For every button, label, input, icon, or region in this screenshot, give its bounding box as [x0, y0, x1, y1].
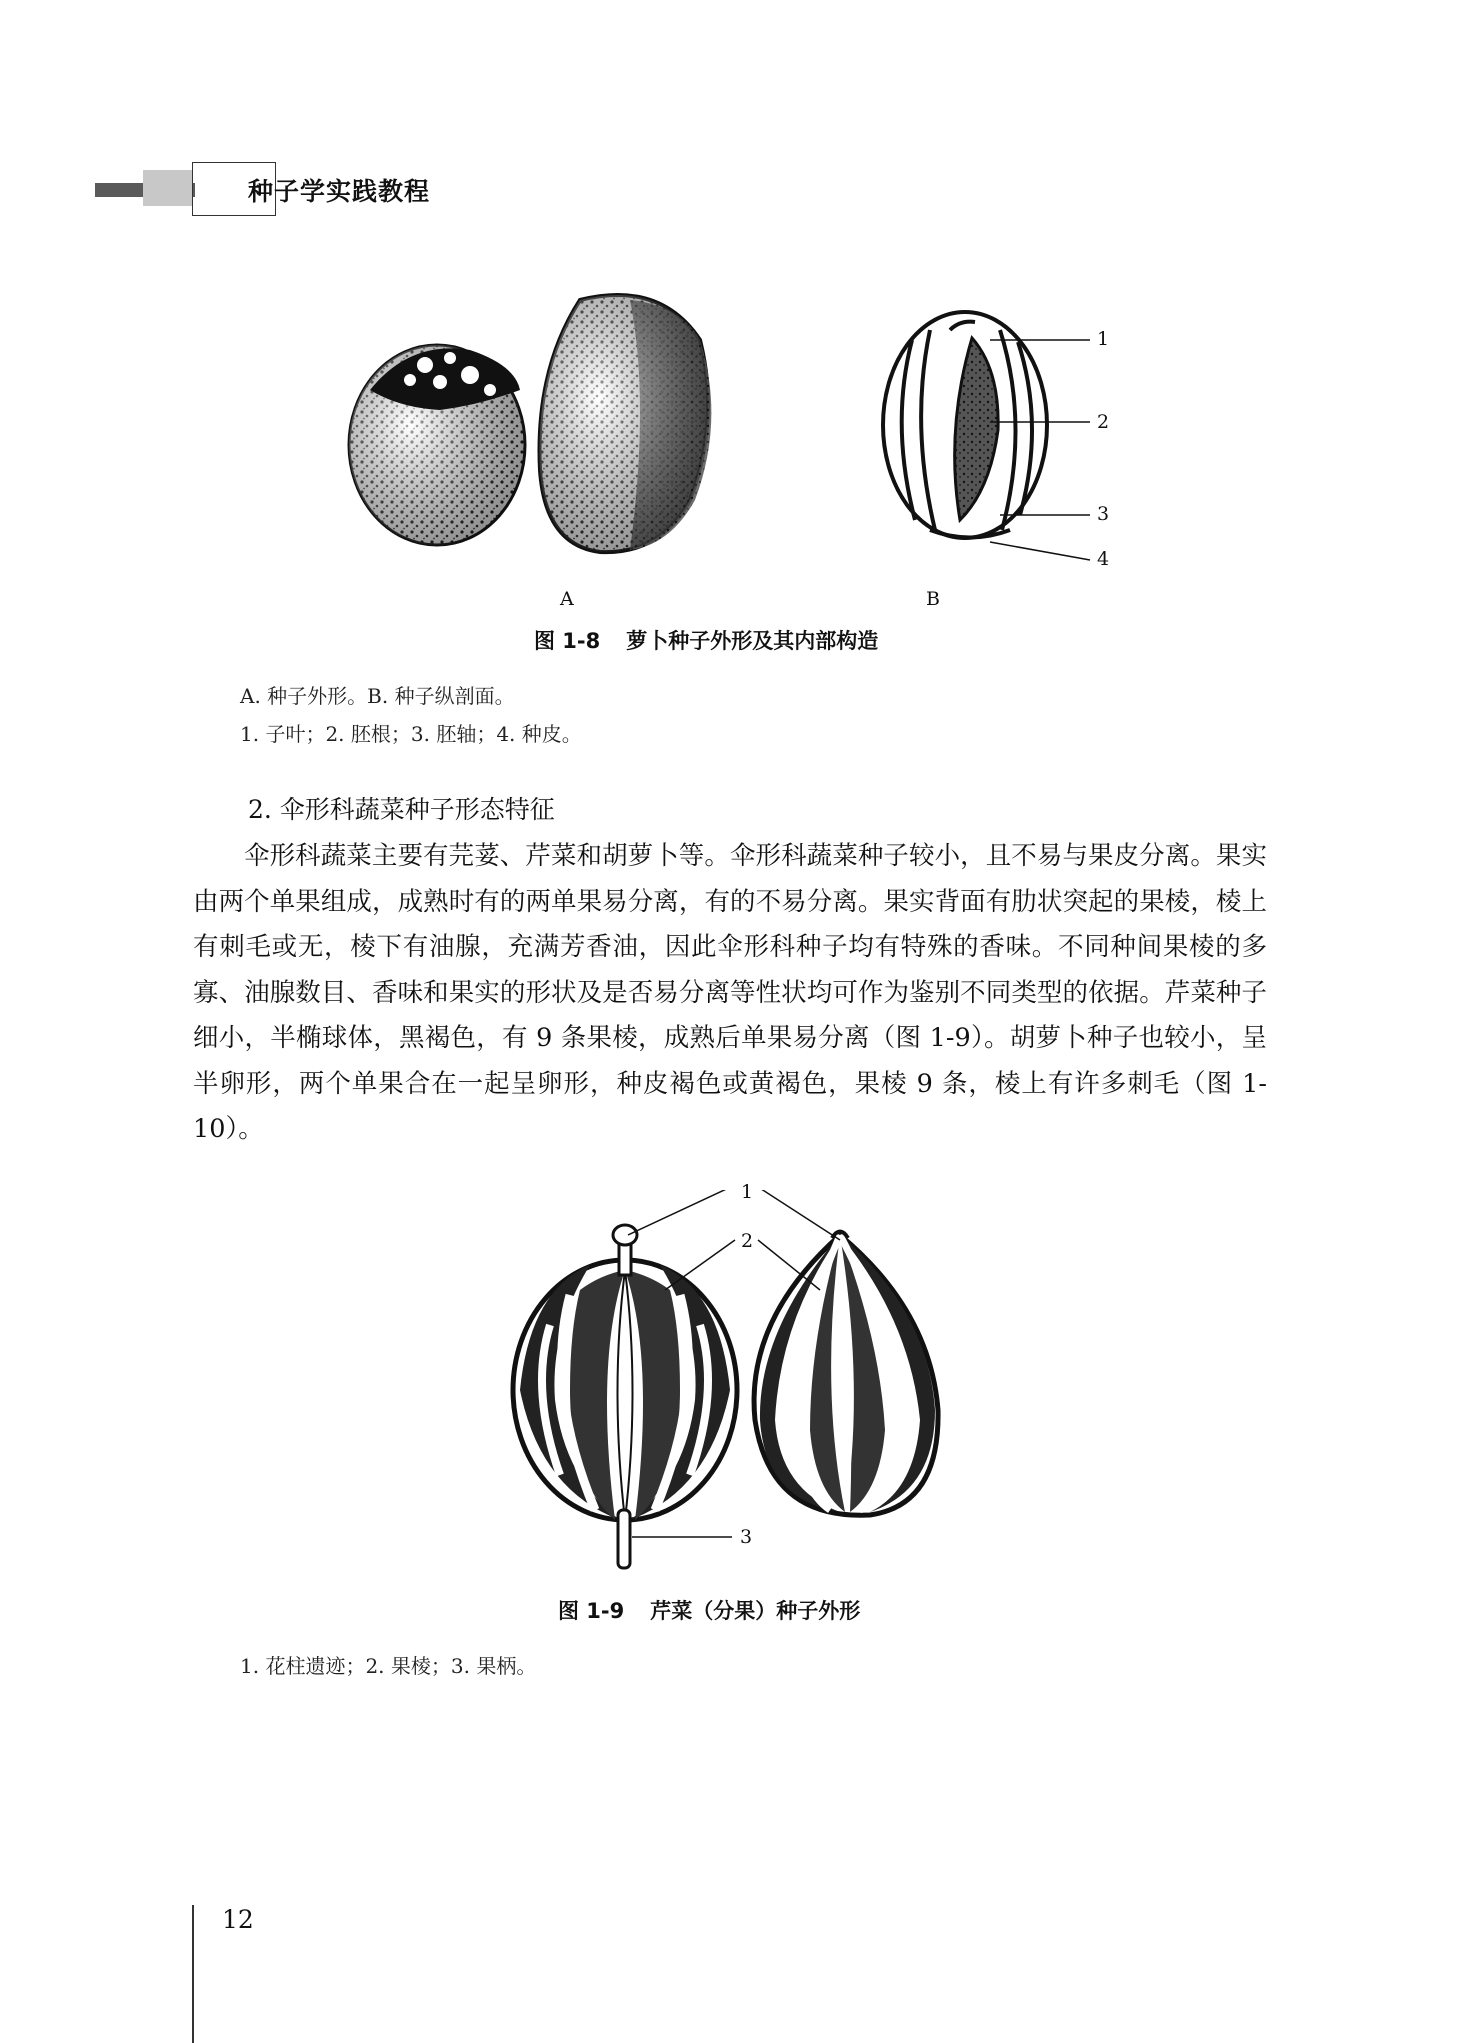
fig-1-9-callout-1: 1 [741, 1181, 754, 1203]
fig-1-9-callout-3: 3 [740, 1526, 753, 1548]
fig-1-8-callout-1: 1 [1097, 328, 1110, 350]
figure-1-8-note-line-2: 1. 子叶；2. 胚根；3. 胚轴；4. 种皮。 [240, 722, 582, 746]
celery-mericarp-left [513, 1225, 737, 1568]
fig-1-8-callout-4: 4 [1097, 548, 1110, 570]
fig-1-9-callout-2: 2 [741, 1230, 754, 1252]
page-number: 12 [222, 1905, 254, 1934]
caption-number: 图 1-9 [558, 1599, 625, 1623]
radish-seed-oval [540, 295, 712, 552]
figure-1-8-note-line-1: A. 种子外形。B. 种子纵剖面。 [240, 684, 515, 708]
caption-title: 芹菜（分果）种子外形 [650, 1599, 861, 1623]
figure-1-8-caption [534, 625, 878, 655]
radish-seed-round [349, 345, 525, 545]
section-heading: 2. 伞形科蔬菜种子形态特征 [248, 795, 555, 824]
caption-title: 萝卜种子外形及其内部构造 [626, 629, 879, 653]
header-bar-light [143, 170, 193, 206]
celery-mericarp-right [754, 1232, 938, 1516]
fig-1-8-part-label-b: B [926, 588, 940, 610]
fig-1-8-callout-3: 3 [1097, 503, 1110, 525]
figure-1-9-caption [558, 1595, 860, 1625]
section-paragraph: 伞形科蔬菜主要有芫荽、芹菜和胡萝卜等。伞形科蔬菜种子较小，且不易与果皮分离。果实由两个单果组成，成熟时有的两单果易分离，有的不易分离。果实背面有肋状突起的果棱，棱上有刺毛或无，棱下有油腺，充满芳香油，因此伞形科种子均有特殊的香味。不同种间果棱的多寡、油腺数目、香味和果实的形状及是否易分离等性状均可作为鉴别不同类型的依据。芹菜种子细小，半椭球体，黑褐色，有 9 条果棱，成熟后单果易分离（图 1-9）。胡萝卜种子也较小，呈半卵形，两个单果合在一起呈卵形，种皮褐色或黄褐色，果棱 9 条，棱上有许多刺毛（图 1-10）。 [193, 841, 1267, 1144]
figure-1-9-note-line-1: 1. 花柱遗迹；2. 果棱；3. 果柄。 [240, 1654, 537, 1678]
page-number-rule [192, 1905, 194, 2043]
fig-1-8-part-label-a: A [560, 588, 574, 610]
figure-1-8-illustration [330, 280, 1130, 580]
running-title: 种子学实践教程 [248, 177, 431, 206]
fig-1-8-callout-2: 2 [1097, 411, 1110, 433]
caption-number: 图 1-8 [534, 629, 601, 653]
radish-seed-section [883, 312, 1090, 560]
